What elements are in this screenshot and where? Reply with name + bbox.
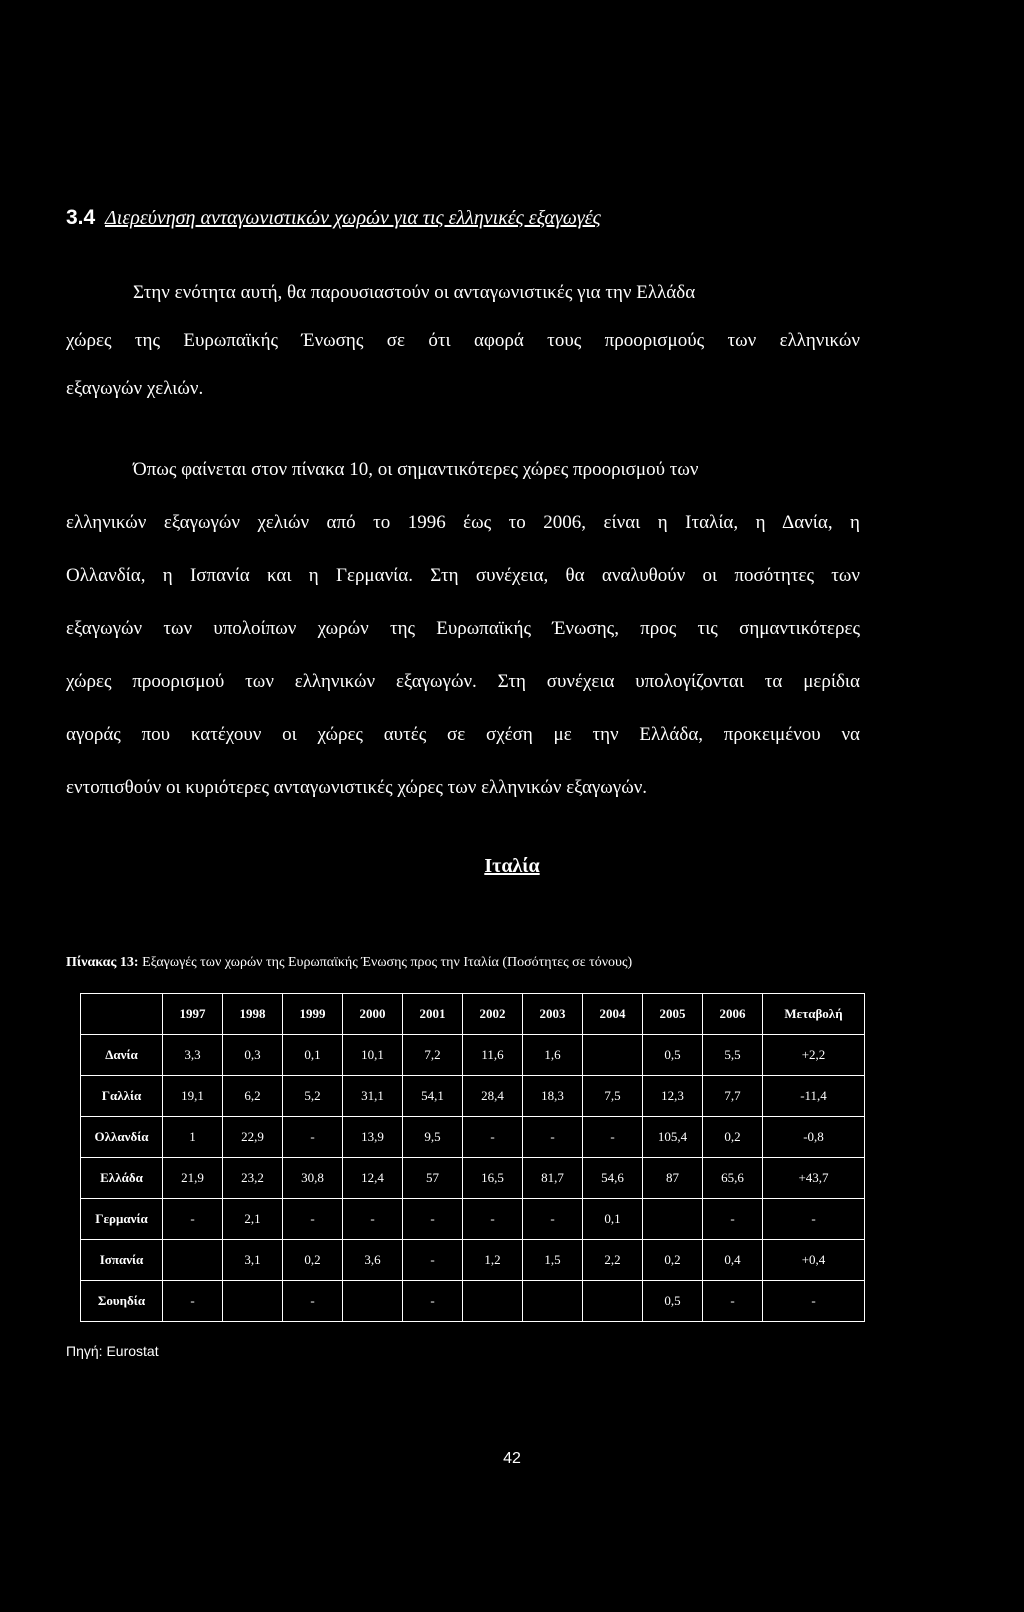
table-cell: 1,6: [523, 1035, 583, 1076]
row-label: Γαλλία: [81, 1076, 163, 1117]
table-cell: 0,3: [223, 1035, 283, 1076]
header-cell: 2002: [463, 994, 523, 1035]
table-cell: 7,5: [583, 1076, 643, 1117]
table-cell: -: [403, 1199, 463, 1240]
subheading-italy: Ιταλία: [484, 855, 540, 877]
table-cell: [343, 1281, 403, 1322]
table-cell: 3,1: [223, 1240, 283, 1281]
table-cell: +43,7: [763, 1158, 865, 1199]
row-label: Ολλανδία: [81, 1117, 163, 1158]
table-cell: [163, 1240, 223, 1281]
table-cell: 12,4: [343, 1158, 403, 1199]
table-cell: -11,4: [763, 1076, 865, 1117]
table-cell: 2,1: [223, 1199, 283, 1240]
header-cell: 2000: [343, 994, 403, 1035]
section-heading: [66, 206, 601, 230]
table-cell: -0,8: [763, 1117, 865, 1158]
table-cell: [223, 1281, 283, 1322]
table-cell: 3,6: [343, 1240, 403, 1281]
table-cell: 0,5: [643, 1035, 703, 1076]
table-cell: 1,2: [463, 1240, 523, 1281]
table-row: [81, 1199, 865, 1240]
table-cell: 31,1: [343, 1076, 403, 1117]
table-row: [81, 1076, 865, 1117]
table-cell: 9,5: [403, 1117, 463, 1158]
table-cell: 13,9: [343, 1117, 403, 1158]
table-cell: 65,6: [703, 1158, 763, 1199]
table-cell: +0,4: [763, 1240, 865, 1281]
table-cell: -: [463, 1117, 523, 1158]
section-number: 3.4: [66, 206, 96, 229]
paragraph1-line-1: Στην ενότητα αυτή, θα παρουσιαστούν οι ανταγωνιστικές για την Ελλάδα: [133, 282, 696, 303]
paragraph2-line-7: εντοπισθούν οι κυριότερες ανταγωνιστικές χώρες των ελληνικών εξαγωγών.: [66, 777, 648, 798]
table-cell: 0,4: [703, 1240, 763, 1281]
table-cell: -: [523, 1117, 583, 1158]
table-cell: 18,3: [523, 1076, 583, 1117]
header-cell: 1999: [283, 994, 343, 1035]
header-cell: Μεταβολή: [763, 994, 865, 1035]
header-cell: 2006: [703, 994, 763, 1035]
table-cell: [463, 1281, 523, 1322]
paragraph2-line-4: εξαγωγών των υπολοίπων χωρών της Ευρωπαϊκής Ένωσης, προς τις σημαντικότερες: [66, 618, 860, 639]
table-cell: 5,5: [703, 1035, 763, 1076]
table-cell: 10,1: [343, 1035, 403, 1076]
table-cell: 16,5: [463, 1158, 523, 1199]
page-number: 42: [503, 1450, 521, 1467]
row-label: Γερμανία: [81, 1199, 163, 1240]
header-cell: 2003: [523, 994, 583, 1035]
row-label: Δανία: [81, 1035, 163, 1076]
table-cell: 57: [403, 1158, 463, 1199]
table-cell: 0,2: [283, 1240, 343, 1281]
table-cell: 1,5: [523, 1240, 583, 1281]
table-cell: 0,1: [583, 1199, 643, 1240]
paragraph2-line-3: Ολλανδία, η Ισπανία και η Γερμανία. Στη συνέχεια, θα αναλυθούν οι ποσότητες των: [66, 565, 860, 586]
table-cell: 28,4: [463, 1076, 523, 1117]
table-header-row: [81, 994, 865, 1035]
table-cell: 5,2: [283, 1076, 343, 1117]
table-caption-text: Εξαγωγές των χωρών της Ευρωπαϊκής Ένωσης προς την Ιταλία (Ποσότητες σε τόνους): [138, 955, 633, 970]
exports-table: [80, 993, 865, 1322]
row-label: Σουηδία: [81, 1281, 163, 1322]
table-cell: 0,1: [283, 1035, 343, 1076]
table-cell: -: [703, 1199, 763, 1240]
table-cell: 12,3: [643, 1076, 703, 1117]
header-cell: 2005: [643, 994, 703, 1035]
header-cell: 1998: [223, 994, 283, 1035]
table-cell: 23,2: [223, 1158, 283, 1199]
table-cell: [643, 1199, 703, 1240]
table-cell: 22,9: [223, 1117, 283, 1158]
table-cell: 21,9: [163, 1158, 223, 1199]
table-cell: 11,6: [463, 1035, 523, 1076]
table-cell: 3,3: [163, 1035, 223, 1076]
table-cell: -: [163, 1199, 223, 1240]
table-cell: -: [283, 1117, 343, 1158]
table-row: [81, 1158, 865, 1199]
paragraph2-line-2: ελληνικών εξαγωγών χελιών από το 1996 έως το 2006, είναι η Ιταλία, η Δανία, η: [66, 512, 860, 533]
paragraph1-line-2: χώρες της Ευρωπαϊκής Ένωσης σε ότι αφορά τους προορισμούς των ελληνικών: [66, 330, 860, 351]
paragraph2-line-1: Όπως φαίνεται στον πίνακα 10, οι σημαντικότερες χώρες προορισμού των: [133, 459, 699, 480]
table-cell: 7,2: [403, 1035, 463, 1076]
table-cell: [583, 1035, 643, 1076]
table-cell: 0,2: [703, 1117, 763, 1158]
table-cell: -: [163, 1281, 223, 1322]
table-row: [81, 1117, 865, 1158]
table-cell: 87: [643, 1158, 703, 1199]
table-cell: -: [283, 1281, 343, 1322]
table-cell: 105,4: [643, 1117, 703, 1158]
row-label: Ελλάδα: [81, 1158, 163, 1199]
row-label: Ισπανία: [81, 1240, 163, 1281]
paragraph1-line-3: εξαγωγών χελιών.: [66, 378, 204, 399]
table-cell: 19,1: [163, 1076, 223, 1117]
table-cell: 54,6: [583, 1158, 643, 1199]
table-cell: [583, 1281, 643, 1322]
header-cell: [81, 994, 163, 1035]
header-cell: 2004: [583, 994, 643, 1035]
table-cell: +2,2: [763, 1035, 865, 1076]
table-cell: 30,8: [283, 1158, 343, 1199]
table-cell: 0,2: [643, 1240, 703, 1281]
paragraph2-line-5: χώρες προορισμού των ελληνικών εξαγωγών. Στη συνέχεια υπολογίζονται τα μερίδια: [66, 671, 860, 692]
table-caption: [66, 955, 632, 971]
table-cell: -: [283, 1199, 343, 1240]
header-cell: 2001: [403, 994, 463, 1035]
table-cell: 0,5: [643, 1281, 703, 1322]
paragraph2-line-6: αγοράς που κατέχουν οι χώρες αυτές σε σχέση με την Ελλάδα, προκειμένου να: [66, 724, 860, 745]
table-cell: -: [763, 1281, 865, 1322]
table-cell: 1: [163, 1117, 223, 1158]
table-source: Πηγή: Eurostat: [66, 1343, 159, 1359]
section-title: Διερεύνηση ανταγωνιστικών χωρών για τις ελληνικές εξαγωγές: [105, 207, 601, 229]
table-cell: 54,1: [403, 1076, 463, 1117]
table-cell: -: [703, 1281, 763, 1322]
table-row: [81, 1281, 865, 1322]
table-cell: -: [343, 1199, 403, 1240]
table-cell: -: [403, 1281, 463, 1322]
table-row: [81, 1240, 865, 1281]
table-cell: [523, 1281, 583, 1322]
table-cell: 81,7: [523, 1158, 583, 1199]
table-cell: -: [403, 1240, 463, 1281]
table-cell: 7,7: [703, 1076, 763, 1117]
table-cell: -: [583, 1117, 643, 1158]
table-cell: 6,2: [223, 1076, 283, 1117]
table-cell: -: [463, 1199, 523, 1240]
table-cell: -: [523, 1199, 583, 1240]
table-cell: -: [763, 1199, 865, 1240]
header-cell: 1997: [163, 994, 223, 1035]
table-cell: 2,2: [583, 1240, 643, 1281]
table-row: [81, 1035, 865, 1076]
table-caption-lead: Πίνακας 13:: [66, 955, 139, 970]
